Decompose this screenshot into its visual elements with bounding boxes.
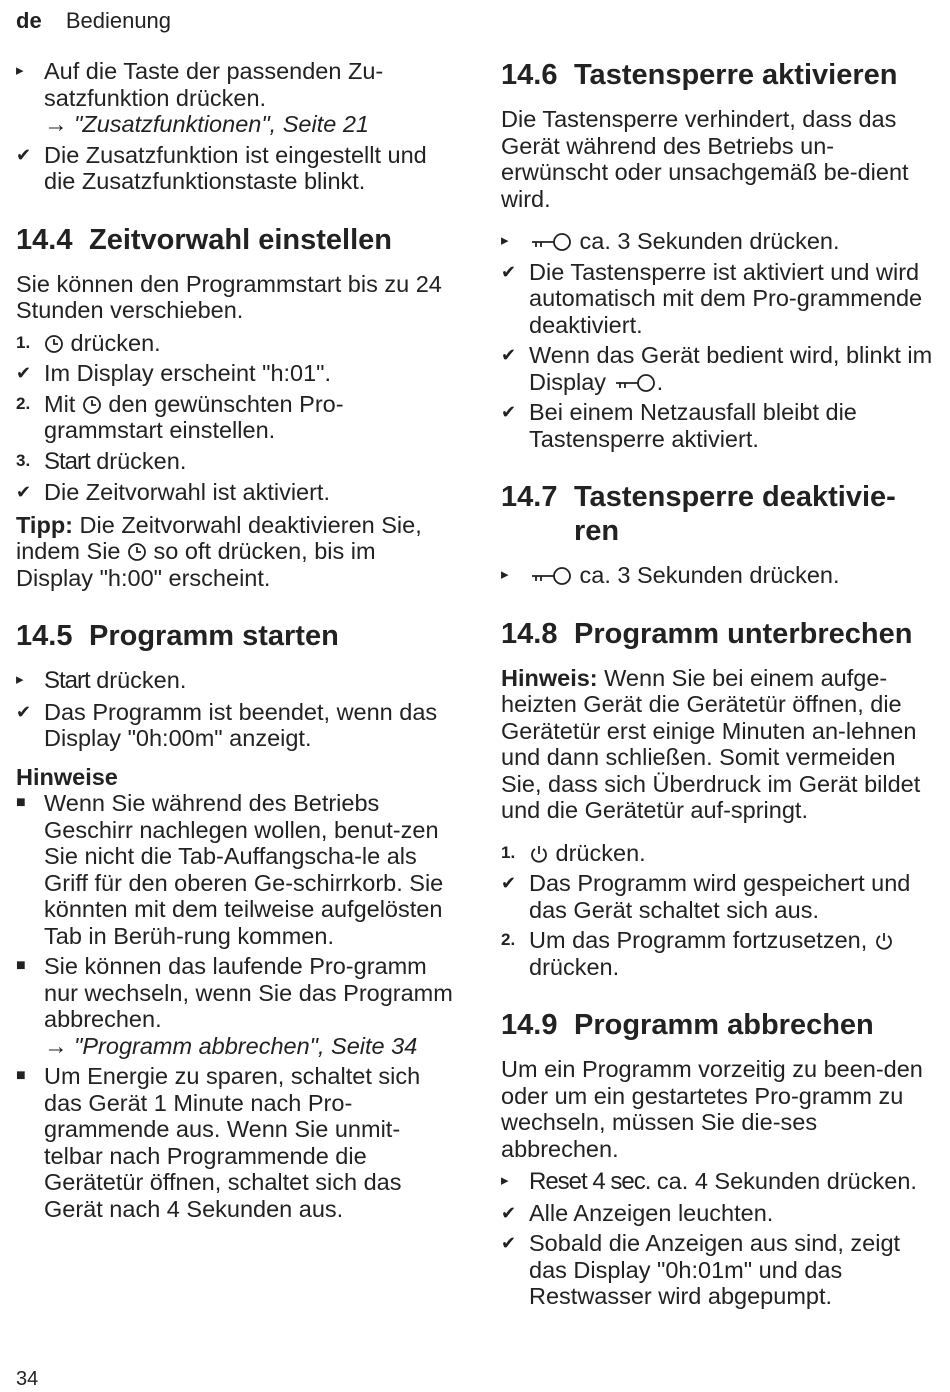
section-heading: 14.5 Programm starten bbox=[16, 620, 339, 652]
result-item: ✔ Im Display erscheint "h:01". bbox=[16, 360, 332, 386]
result-item: ✔ Das Programm ist beendet, wenn das Display "0h:00m" anzeigt. bbox=[16, 698, 438, 751]
result-item: ✔ Wenn das Gerät bedient wird, blinkt im Display . bbox=[501, 342, 933, 395]
numbered-step: 3. Start drücken. bbox=[16, 447, 187, 475]
check-icon: ✔ bbox=[501, 873, 517, 893]
step-item: ▸ Auf die Taste der passenden Zu-satzfunktion drücken. → "Zusatzfunktionen", Seite 21 bbox=[16, 58, 456, 138]
right-column bbox=[501, 58, 933, 1314]
check-icon: ✔ bbox=[16, 482, 32, 502]
cross-reference: → "Programm abbrechen", Seite 34 bbox=[44, 1032, 418, 1059]
key-icon bbox=[529, 232, 573, 252]
section-heading: 14.9 Programm abbrechen bbox=[501, 1009, 874, 1041]
result-item: ✔ Bei einem Netzausfall bleibt die Tastensperre aktiviert. bbox=[501, 399, 857, 452]
clock-icon bbox=[44, 334, 64, 354]
section-heading: 14.6 Tastensperre aktivieren bbox=[501, 59, 898, 91]
cross-reference: → "Zusatzfunktionen", Seite 21 bbox=[44, 111, 369, 137]
header-title: Bedienung bbox=[65, 8, 172, 33]
square-bullet-icon: ■ bbox=[16, 794, 26, 811]
note-item: ■ Wenn Sie während des Betriebs Geschirr nachlegen wollen, benut-zen Sie nicht die Tab-Auffangscha-le als Griff für den oberen Ge-schirrkorb. Sie könnten mit dem teilweise aufgelösten Tab in Berüh-rung kommen. bbox=[16, 790, 444, 949]
paragraph: Die Tastensperre verhindert, dass das Gerät während des Betriebs un-erwünscht oder unsachgemäß be-dient wird. bbox=[501, 106, 909, 212]
check-icon: ✔ bbox=[501, 345, 517, 365]
step-item: ▸ ca. 3 Sekunden drücken. bbox=[501, 562, 840, 588]
power-icon bbox=[529, 844, 549, 864]
tip-paragraph: Tipp: Die Zeitvorwahl deaktivieren Sie, indem Sie so oft drücken, bis im Display "h:00" erscheint. bbox=[16, 511, 422, 591]
result-item: ✔ Die Zusatzfunktion ist eingestellt und die Zusatzfunktionstaste blinkt. bbox=[16, 141, 427, 194]
step-item: ▸ Start drücken. bbox=[16, 667, 187, 694]
note-paragraph: Hinweis: Wenn Sie bei einem aufge-heizten Gerät die Gerätetür öffnen, die Gerätetür erst einige Minuten an-lehnen und dann schließen. Somit vermeiden Sie, dass sich Überdruck im Gerät bildet und die Gerätetür auf-springt. bbox=[501, 664, 921, 823]
triangle-bullet-icon: ▸ bbox=[16, 62, 24, 79]
numbered-step: 2. Um das Programm fortzusetzen, drücken. bbox=[501, 927, 933, 980]
paragraph: Sie können den Programmstart bis zu 24 Stunden verschieben. bbox=[16, 270, 442, 323]
square-bullet-icon: ■ bbox=[16, 957, 26, 974]
triangle-bullet-icon: ▸ bbox=[501, 232, 509, 249]
key-icon bbox=[529, 566, 573, 586]
power-icon bbox=[874, 931, 894, 951]
triangle-bullet-icon: ▸ bbox=[16, 671, 24, 688]
check-icon: ✔ bbox=[501, 1233, 517, 1253]
page-header bbox=[16, 8, 171, 34]
notes-heading: Hinweise bbox=[16, 763, 118, 790]
note-item: ■ Sie können das laufende Pro-gramm nur wechseln, wenn Sie das Programm abbrechen. → "Programm abbrechen", Seite 34 bbox=[16, 953, 456, 1059]
start-key-label: Start bbox=[44, 447, 90, 475]
result-item: ✔ Die Zeitvorwahl ist aktiviert. bbox=[16, 479, 330, 505]
left-column bbox=[16, 58, 456, 1226]
numbered-step: 1. drücken. bbox=[16, 329, 161, 356]
check-icon: ✔ bbox=[501, 402, 517, 422]
result-item: ✔ Die Tastensperre ist aktiviert und wird automatisch mit dem Pro-grammende deaktiviert. bbox=[501, 258, 923, 338]
check-icon: ✔ bbox=[16, 701, 32, 722]
section-heading: 14.4 Zeitvorwahl einstellen bbox=[16, 223, 392, 256]
check-icon: ✔ bbox=[16, 363, 32, 383]
result-item: ✔ Sobald die Anzeigen aus sind, zeigt das Display "0h:01m" und das Restwasser wird abgepumpt. bbox=[501, 1230, 901, 1309]
check-icon: ✔ bbox=[16, 144, 32, 165]
result-item: ✔ Das Programm wird gespeichert und das Gerät schaltet sich aus. bbox=[501, 870, 911, 923]
check-icon: ✔ bbox=[501, 261, 517, 282]
clock-icon bbox=[82, 395, 102, 415]
paragraph: Um ein Programm vorzeitig zu been-den oder um ein gestartetes Pro-gramm zu wechseln, müssen Sie die-ses abbrechen. bbox=[501, 1056, 923, 1162]
triangle-bullet-icon: ▸ bbox=[501, 566, 509, 583]
step-item: ▸ Reset 4 sec. ca. 4 Sekunden drücken. bbox=[501, 1168, 917, 1195]
start-key-label: Start bbox=[44, 667, 90, 694]
note-item: ■ Um Energie zu sparen, schaltet sich das Gerät 1 Minute nach Pro-grammende aus. Wenn Sie unmit-telbar nach Programmende die Gerätetür öffnen, schaltet sich das Gerät nach 4 Sekunden aus. bbox=[16, 1063, 421, 1222]
numbered-step: 1. drücken. bbox=[501, 839, 646, 866]
numbered-step: 2. Mit den gewünschten Pro-grammstart einstellen. bbox=[16, 390, 344, 443]
square-bullet-icon: ■ bbox=[16, 1067, 26, 1084]
triangle-bullet-icon: ▸ bbox=[501, 1172, 509, 1189]
result-item: ✔ Alle Anzeigen leuchten. bbox=[501, 1199, 774, 1226]
step-item: ▸ ca. 3 Sekunden drücken. bbox=[501, 228, 840, 254]
key-icon bbox=[613, 373, 657, 393]
section-heading: 14.7 Tastensperre deaktivie-ren bbox=[501, 481, 896, 547]
check-icon: ✔ bbox=[501, 1202, 517, 1223]
page-number: 34 bbox=[16, 1368, 39, 1390]
language-tag: de bbox=[16, 8, 42, 33]
reset-key-label: Reset 4 sec. bbox=[529, 1168, 651, 1195]
section-heading: 14.8 Programm unterbrechen bbox=[501, 617, 913, 650]
clock-icon bbox=[127, 542, 147, 562]
